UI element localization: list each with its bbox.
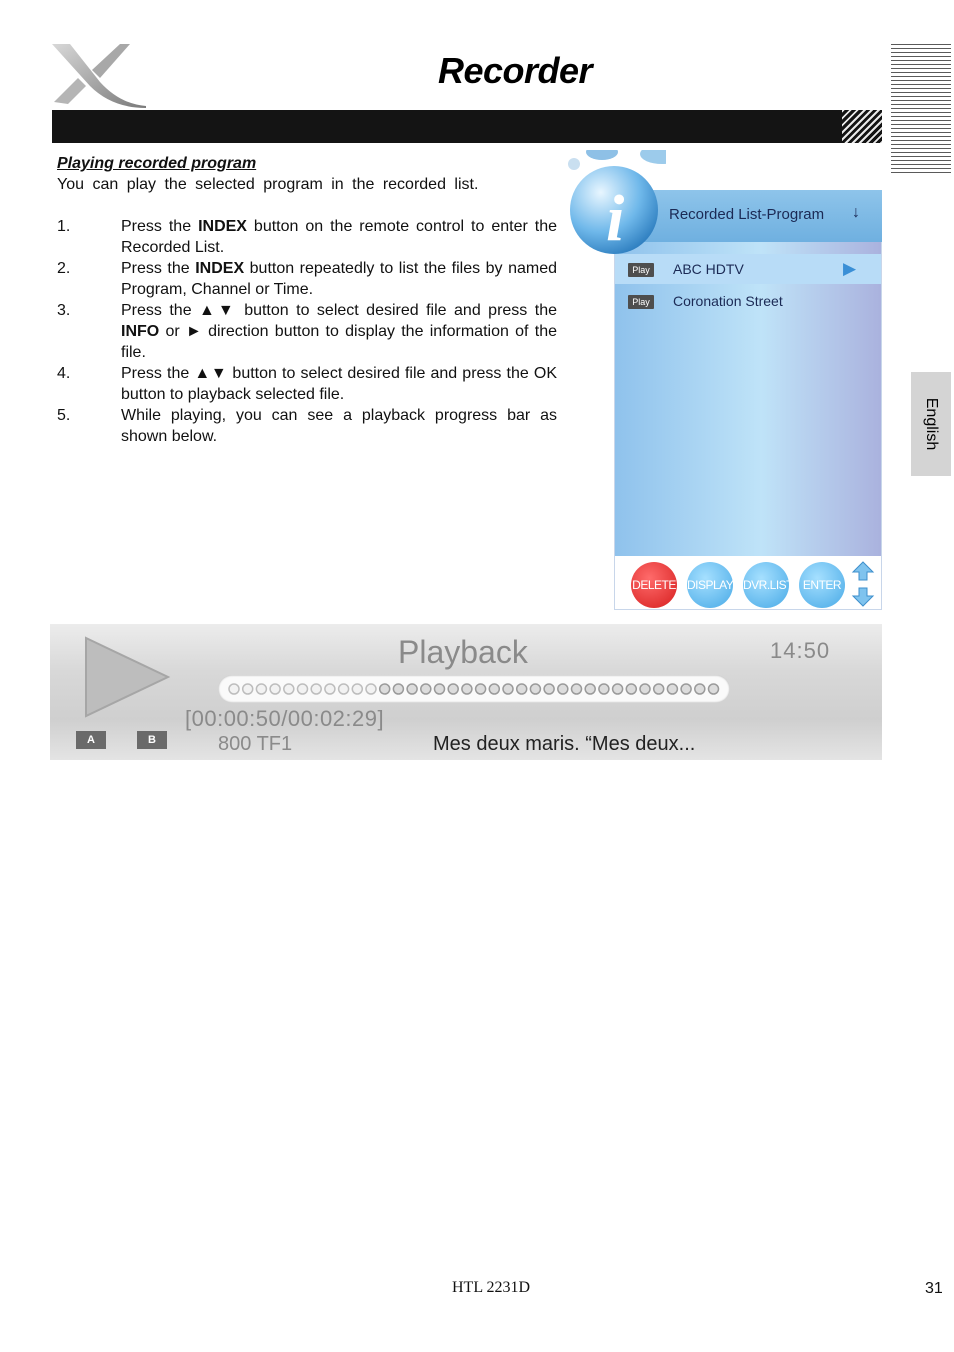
progress-dot — [585, 684, 595, 694]
progress-dot — [572, 684, 582, 694]
progress-dot — [421, 684, 431, 694]
a-button[interactable]: A — [76, 731, 106, 749]
progress-dot — [256, 684, 266, 694]
page-number: 31 — [925, 1280, 943, 1297]
recorded-list-title: Recorded List-Program — [669, 206, 825, 223]
progress-dot — [599, 684, 609, 694]
step-text: Press the ▲▼ button to select desired file and press the INFO or ► direction button to display the information of the file. — [121, 302, 557, 361]
step-number: 1. — [57, 218, 71, 235]
dvr-list-button[interactable]: DVR.LIST — [743, 562, 789, 608]
progress-dot — [489, 684, 499, 694]
progress-dot — [544, 684, 554, 694]
progress-dot — [298, 684, 308, 694]
section-title: Playing recorded program — [57, 155, 257, 172]
time-counter: [00:00:50/00:02:29] — [185, 706, 385, 731]
progress-dot — [366, 684, 376, 694]
program-name: Mes deux maris. “Mes deux... — [433, 733, 696, 755]
progress-dot — [558, 684, 568, 694]
svg-text:i: i — [606, 182, 625, 254]
delete-button[interactable]: DELETE — [631, 562, 677, 608]
progress-dot — [435, 684, 445, 694]
header-bar — [52, 110, 882, 143]
progress-dots — [218, 675, 730, 703]
progress-dot — [448, 684, 458, 694]
step-number: 4. — [57, 365, 71, 382]
step-text: Press the ▲▼ button to select desired file and press the OK button to playback selected file. — [121, 365, 557, 403]
info-icon — [566, 150, 666, 254]
b-button[interactable]: B — [137, 731, 167, 749]
progress-dot — [229, 684, 239, 694]
page-title: Recorder — [438, 50, 593, 91]
clock: 14:50 — [770, 638, 831, 663]
play-icon — [82, 636, 172, 718]
progress-dot — [640, 684, 650, 694]
recording-name: Coronation Street — [673, 293, 783, 309]
brand-logo-icon — [50, 42, 148, 110]
progress-dot — [339, 684, 349, 694]
sort-arrow-icon[interactable]: ↓ — [852, 204, 860, 221]
progress-dot — [667, 684, 677, 694]
progress-dot — [613, 684, 623, 694]
channel-name: 800 TF1 — [218, 733, 293, 755]
progress-dot — [476, 684, 486, 694]
step-number: 3. — [57, 302, 71, 319]
progress-dot — [709, 684, 719, 694]
header-bar-pattern — [842, 110, 882, 143]
progress-dot — [626, 684, 636, 694]
up-down-arrows-icon[interactable] — [851, 560, 875, 608]
progress-dot — [530, 684, 540, 694]
enter-button[interactable]: ENTER — [799, 562, 845, 608]
progress-dot — [695, 684, 705, 694]
progress-dot — [380, 684, 390, 694]
progress-bar[interactable] — [218, 675, 730, 703]
progress-dot — [311, 684, 321, 694]
progress-dot — [284, 684, 294, 694]
recorded-list-row[interactable] — [615, 254, 881, 284]
step-text: Press the INDEX button on the remote control to enter the Recorded List. — [121, 218, 558, 256]
progress-dot — [352, 684, 362, 694]
progress-dot — [503, 684, 513, 694]
progress-dot — [243, 684, 253, 694]
play-tag: Play — [628, 295, 654, 309]
step-number: 2. — [57, 260, 71, 277]
playback-title: Playback — [398, 634, 528, 670]
progress-dot — [462, 684, 472, 694]
progress-dot — [407, 684, 417, 694]
model-name: HTL 2231D — [452, 1279, 531, 1296]
progress-dot — [517, 684, 527, 694]
recorded-list-row[interactable] — [615, 286, 881, 316]
language-tab — [911, 372, 951, 476]
play-tag: Play — [628, 263, 654, 277]
progress-dot — [681, 684, 691, 694]
step-text: Press the INDEX button repeatedly to list the files by named Program, Channel or Time. — [121, 260, 558, 298]
selected-arrow-icon[interactable]: ▶ — [843, 259, 857, 278]
intro-text: You can play the selected program in the recorded list. — [57, 176, 479, 193]
progress-dot — [393, 684, 403, 694]
language-label: English — [923, 397, 940, 451]
step-number: 5. — [57, 407, 71, 424]
progress-dot — [654, 684, 664, 694]
step-text: While playing, you can see a playback progress bar as shown below. — [121, 407, 557, 445]
display-button[interactable]: DISPLAY — [687, 562, 733, 608]
side-stripes-decoration — [891, 44, 951, 174]
progress-dot — [325, 684, 335, 694]
progress-dot — [270, 684, 280, 694]
recording-name: ABC HDTV — [673, 261, 744, 277]
